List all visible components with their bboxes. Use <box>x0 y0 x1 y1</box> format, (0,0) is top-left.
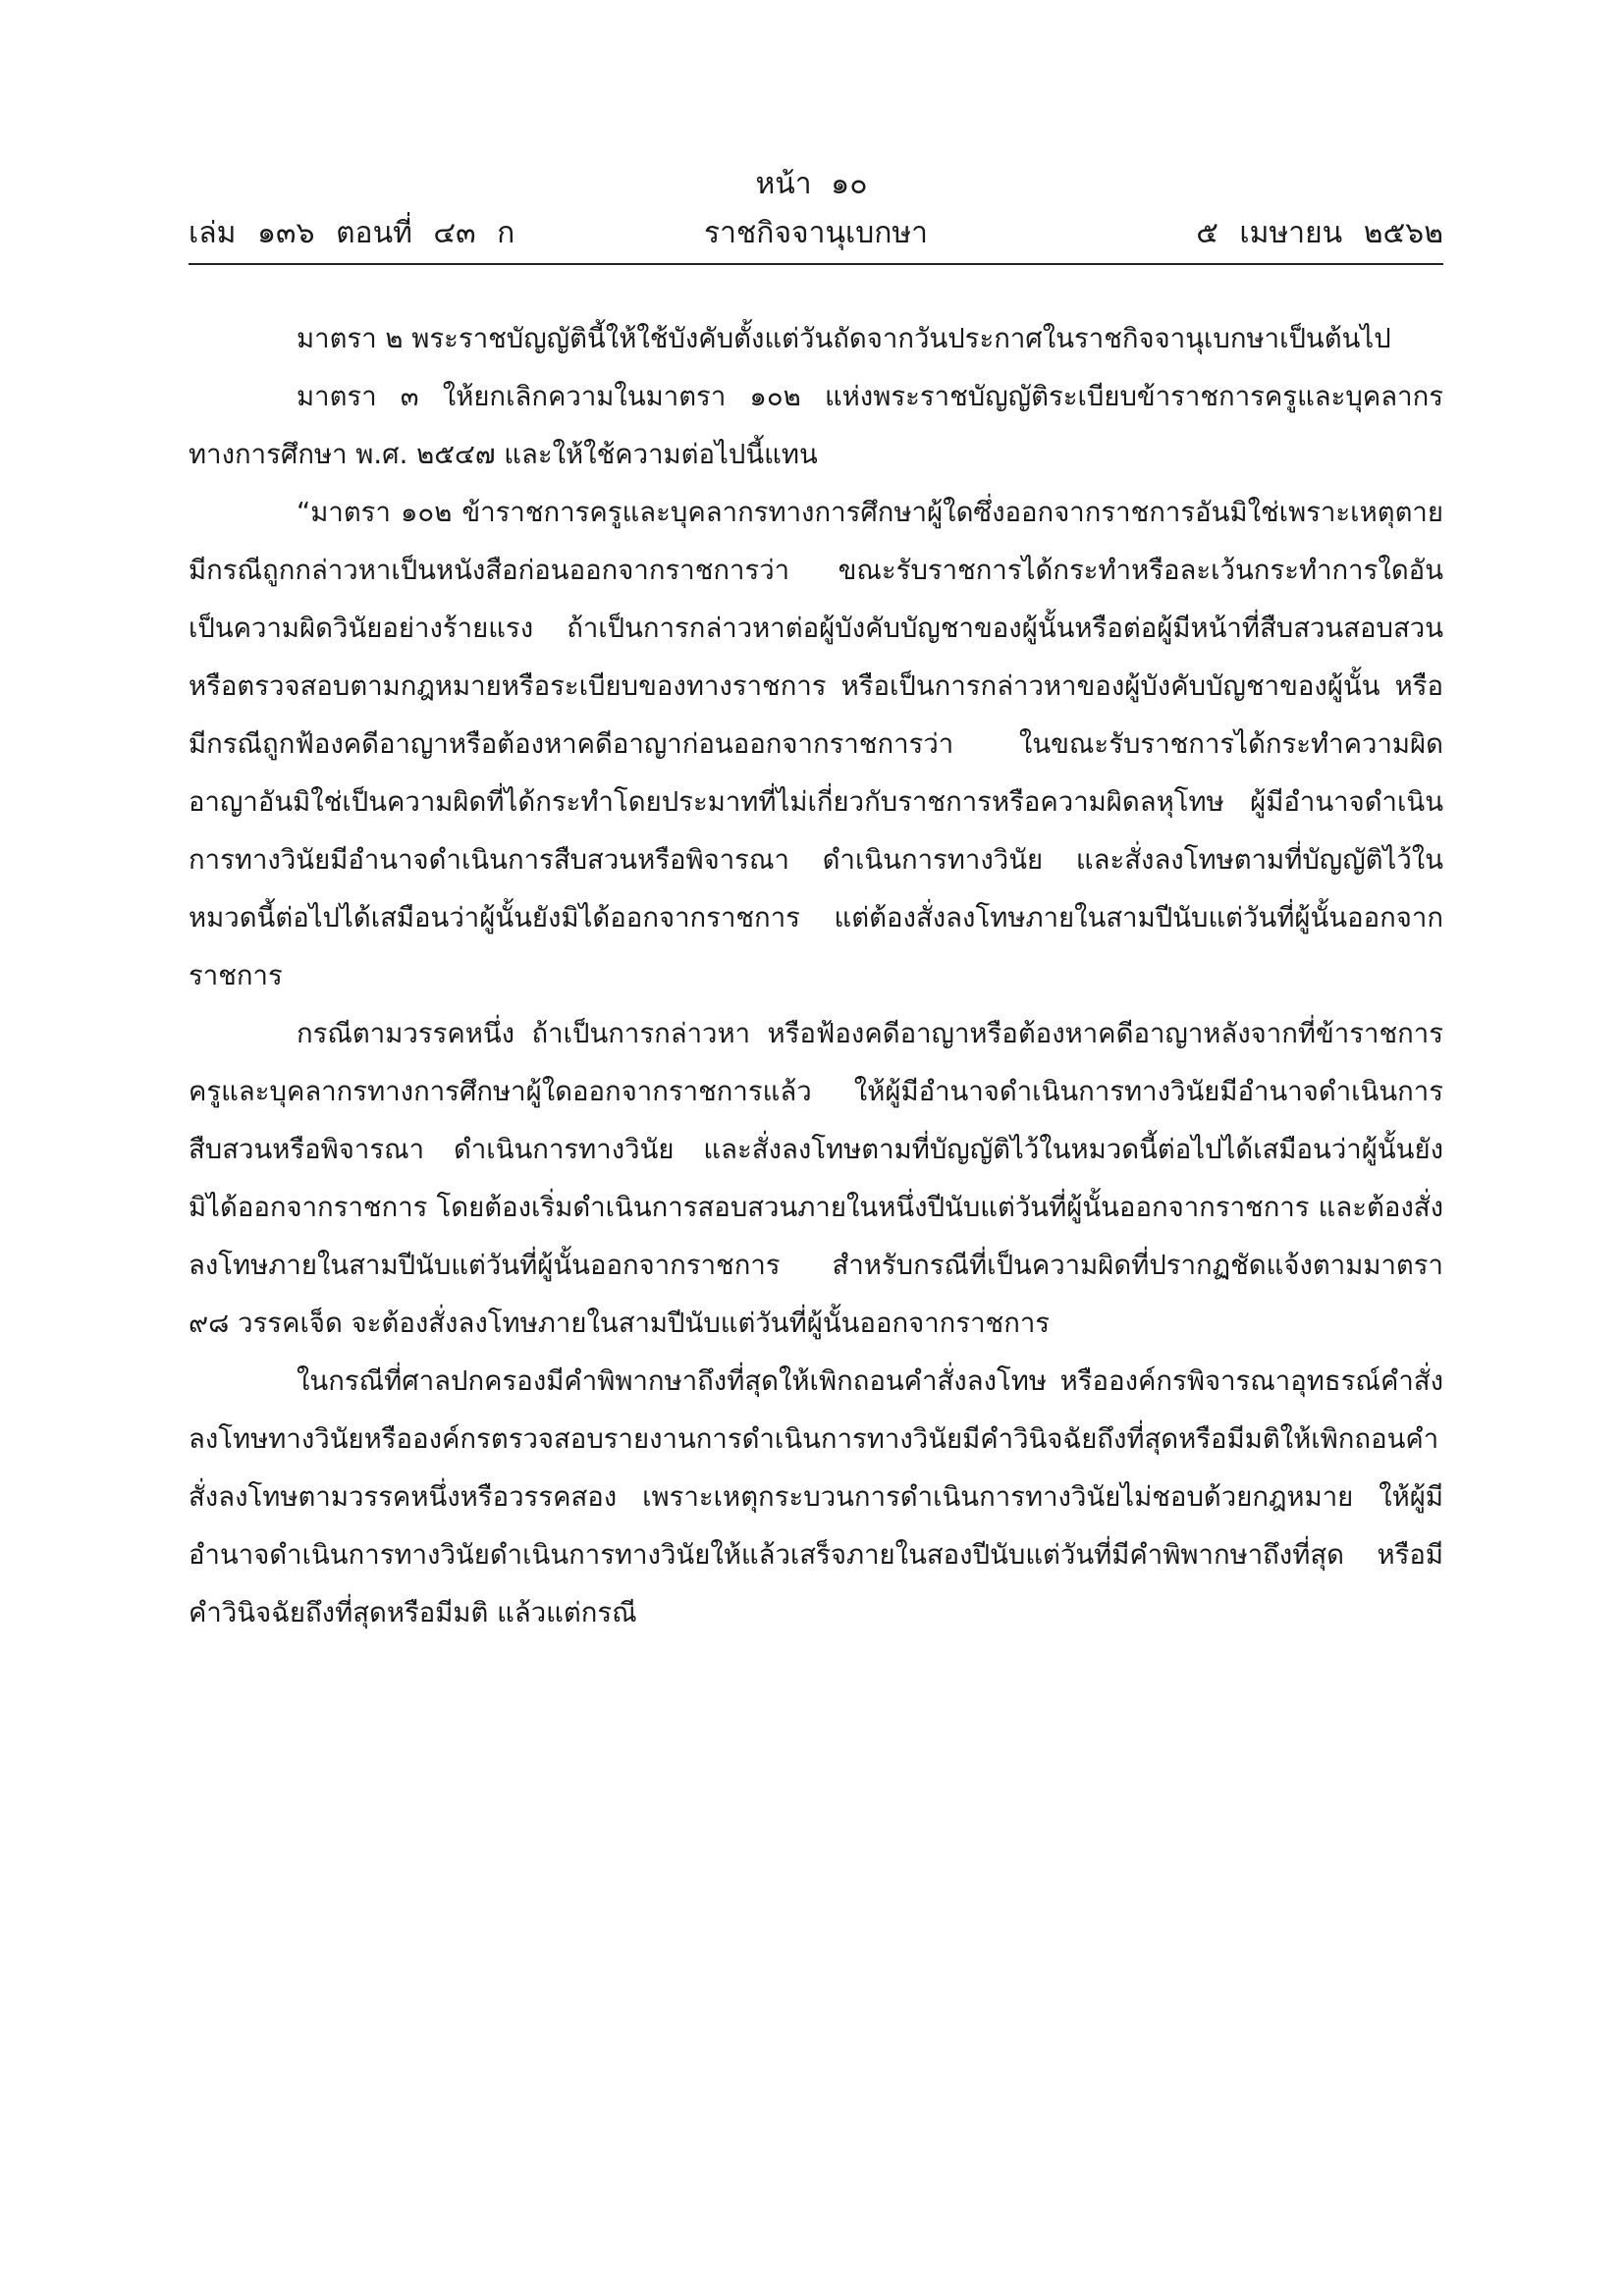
section-102-paragraph-3: ในกรณีที่ศาลปกครองมีคำพิพากษาถึงที่สุดให้เพิกถอนคำสั่งลงโทษ หรือองค์กรพิจารณาอุทธรณ์คำสั่งลงโทษทางวินัยหรือองค์กรตรวจสอบรายงานการดำเนินการทางวินัยมีคำวินิจฉัยถึงที่สุดหรือมีมติให้เพิกถอนคำสั่งลงโทษตามวรรคหนึ่งหรือวรรคสอง เพราะเหตุกระบวนการดำเนินการทางวินัยไม่ชอบด้วยกฎหมาย ให้ผู้มีอำนาจดำเนินการทางวินัยดำเนินการทางวินัยให้แล้วเสร็จภายในสองปีนับแต่วันที่มีคำพิพากษาถึงที่สุด หรือมีคำวินิจฉัยถึงที่สุดหรือมีมติ แล้วแต่กรณี <box>189 1365 1443 1629</box>
section-102-paragraph-2: กรณีตามวรรคหนึ่ง ถ้าเป็นการกล่าวหา หรือฟ้องคดีอาญาหรือต้องหาคดีอาญาหลังจากที่ข้าราชการครูและบุคลากรทางการศึกษาผู้ใดออกจากราชการแล้ว ให้ผู้มีอำนาจดำเนินการทางวินัยมีอำนาจดำเนินการสืบสวนหรือพิจารณา ดำเนินการทางวินัย และสั่งลงโทษตามที่บัญญัติไว้ในหมวดนี้ต่อไปได้เสมือนว่าผู้นั้นยังมิได้ออกจากราชการ โดยต้องเริ่มดำเนินการสอบสวนภายในหนึ่งปีนับแต่วันที่ผู้นั้นออกจากราชการ และต้องสั่งลงโทษภายในสามปีนับแต่วันที่ผู้นั้นออกจากราชการ สำหรับกรณีที่เป็นความผิดที่ปรากฏชัดแจ้งตามมาตรา ๙๘ วรรคเจ็ด จะต้องสั่งลงโทษภายในสามปีนับแต่วันที่ผู้นั้นออกจากราชการ <box>189 1018 1443 1339</box>
volume-issue: เล่ม ๑๓๖ ตอนที่ ๔๓ ก <box>189 216 515 250</box>
gazette-header <box>189 214 1443 253</box>
header-divider <box>189 263 1443 265</box>
section-3-paragraph: มาตรา ๓ ให้ยกเลิกความในมาตรา ๑๐๒ แห่งพระราชบัญญัติระเบียบข้าราชการครูและบุคลากรทางการศึกษา พ.ศ. ๒๕๔๗ และให้ใช้ความต่อไปนี้แทน <box>189 381 1443 470</box>
section-102-paragraph-1: “มาตรา ๑๐๒ ข้าราชการครูและบุคลากรทางการศึกษาผู้ใดซึ่งออกจากราชการอันมิใช่เพราะเหตุตาย มีกรณีถูกกล่าวหาเป็นหนังสือก่อนออกจากราชการว่า ขณะรับราชการได้กระทำหรือละเว้นกระทำการใดอันเป็นความผิดวินัยอย่างร้ายแรง ถ้าเป็นการกล่าวหาต่อผู้บังคับบัญชาของผู้นั้นหรือต่อผู้มีหน้าที่สืบสวนสอบสวนหรือตรวจสอบตามกฎหมายหรือระเบียบของทางราชการ หรือเป็นการกล่าวหาของผู้บังคับบัญชาของผู้นั้น หรือมีกรณีถูกฟ้องคดีอาญาหรือต้องหาคดีอาญาก่อนออกจากราชการว่า ในขณะรับราชการได้กระทำความผิดอาญาอันมิใช่เป็นความผิดที่ได้กระทำโดยประมาทที่ไม่เกี่ยวกับราชการหรือความผิดลหุโทษ ผู้มีอำนาจดำเนินการทางวินัยมีอำนาจดำเนินการสืบสวนหรือพิจารณา ดำเนินการทางวินัย และสั่งลงโทษตามที่บัญญัติไว้ในหมวดนี้ต่อไปได้เสมือนว่าผู้นั้นยังมิได้ออกจากราชการ แต่ต้องสั่งลงโทษภายในสามปีนับแต่วันที่ผู้นั้นออกจากราชการ <box>189 497 1443 991</box>
document-body <box>189 310 1443 1642</box>
section-2-paragraph: มาตรา ๒ พระราชบัญญัตินี้ให้ใช้บังคับตั้งแต่วันถัดจากวันประกาศในราชกิจจานุเบกษาเป็นต้นไป <box>297 323 1391 354</box>
page-number: หน้า ๑๐ <box>755 167 868 201</box>
publication-date: ๕ เมษายน ๒๕๖๒ <box>1196 216 1443 250</box>
publication-name: ราชกิจจานุเบกษา <box>703 216 929 250</box>
